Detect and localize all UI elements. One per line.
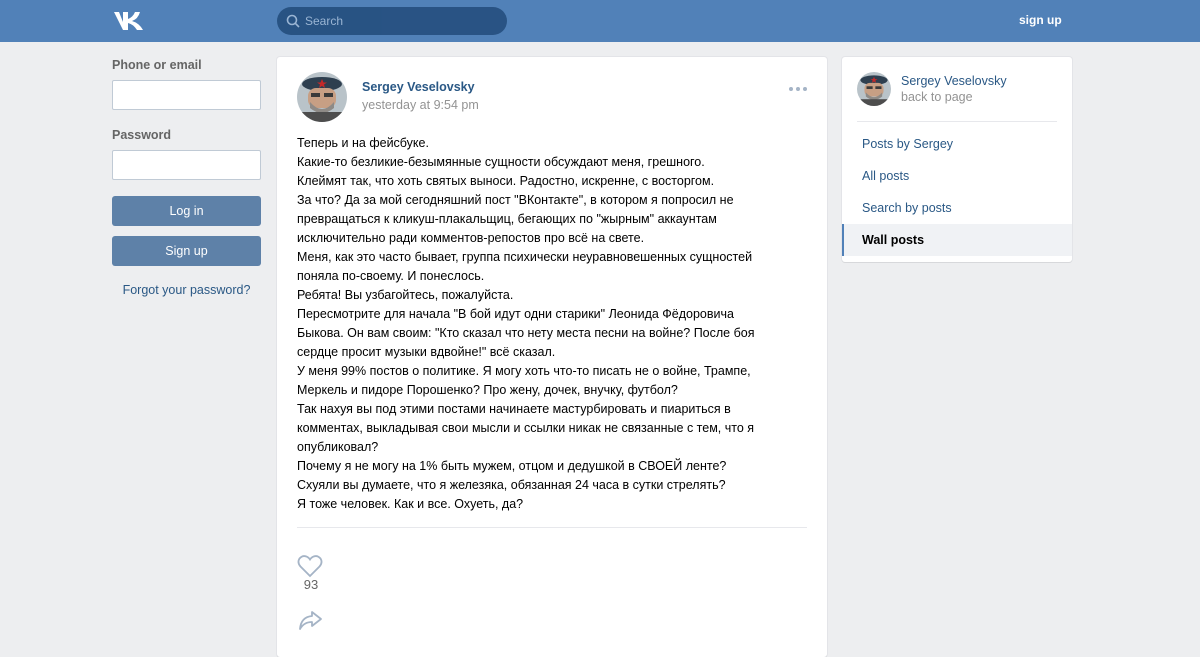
vk-logo-icon[interactable] xyxy=(112,9,146,31)
login-button[interactable]: Log in xyxy=(112,196,261,226)
post-line: Меркель и пидоре Порошенко? Про жену, дочек, внучку, футбол? xyxy=(297,383,678,397)
signup-button[interactable]: Sign up xyxy=(112,236,261,266)
like-count: 93 xyxy=(303,577,319,592)
sidebar-item-search-by-posts[interactable]: Search by posts xyxy=(862,201,952,215)
avatar[interactable] xyxy=(857,72,891,106)
post-line: опубликовал? xyxy=(297,440,379,454)
sidebar-divider xyxy=(857,121,1057,122)
password-input[interactable] xyxy=(112,150,261,180)
share-icon[interactable] xyxy=(297,609,323,631)
author-name[interactable]: Sergey Veselovsky xyxy=(362,80,475,94)
post-divider xyxy=(297,527,807,528)
search-input[interactable] xyxy=(305,7,501,35)
post-line: Клеймят так, что хоть святых выноси. Радостно, искренне, с восторгом. xyxy=(297,174,715,188)
post-line: сердце просит музыки вдвойне!" всё сказал. xyxy=(297,345,556,359)
post-line: Ребята! Вы узбагойтесь, пожалуйста. xyxy=(297,288,514,302)
sidebar-name[interactable]: Sergey Veselovsky xyxy=(901,74,1007,88)
post-line: Теперь и на фейсбуке. xyxy=(297,136,429,150)
sidebar xyxy=(842,57,1072,262)
post-line: Так нахуя вы под этими постами начинаете мастурбировать и пиариться в xyxy=(297,402,731,416)
post-line: комментах, выкладывая свои мысли и ссылки никак не связанные с тем, что я xyxy=(297,421,755,435)
password-label: Password xyxy=(112,128,172,142)
post-line: У меня 99% постов о политике. Я могу хоть что-то писать не о войне, Трампе, xyxy=(297,364,751,378)
post-line: поняла по-своему. И понеслось. xyxy=(297,269,485,283)
post-line: За что? Да за мой сегодняшний пост "ВКонтакте", в котором я попросил не xyxy=(297,193,734,207)
search-box[interactable] xyxy=(277,7,507,35)
post-line: превращаться к кликуш-плакальщиц, бегающих по "жырным" аккаунтам xyxy=(297,212,717,226)
post-line: Я тоже человек. Как и все. Охуеть, да? xyxy=(297,497,524,511)
post-line: исключительно ради комментов-репостов про всё на свете. xyxy=(297,231,645,245)
signup-link[interactable]: sign up xyxy=(1019,13,1062,27)
sidebar-item-posts-by-sergey[interactable]: Posts by Sergey xyxy=(862,137,954,151)
search-icon xyxy=(286,14,300,28)
post-date[interactable]: yesterday at 9:54 pm xyxy=(362,98,479,112)
post-text xyxy=(297,134,797,514)
post-line: Какие-то безликие-безымянные сущности обсуждают меня, грешного. xyxy=(297,155,705,169)
heart-icon[interactable] xyxy=(297,554,323,578)
more-icon[interactable] xyxy=(787,85,809,93)
post-line: Меня, как это часто бывает, группа психически неуравновешенных сущностей xyxy=(297,250,753,264)
post-line: Быкова. Он вам своим: "Кто сказал что нету места песни на войне? После боя xyxy=(297,326,755,340)
sidebar-item-all-posts[interactable]: All posts xyxy=(862,169,910,183)
login-form xyxy=(112,58,261,297)
top-bar xyxy=(0,0,1200,42)
wall-post xyxy=(277,57,827,657)
back-to-page-link[interactable]: back to page xyxy=(901,90,973,104)
phone-input[interactable] xyxy=(112,80,261,110)
forgot-password-link[interactable]: Forgot your password? xyxy=(122,283,251,297)
author-avatar[interactable] xyxy=(297,72,347,122)
phone-label: Phone or email xyxy=(112,58,202,72)
sidebar-item-wall-posts[interactable]: Wall posts xyxy=(842,224,1072,256)
post-line: Схуяли вы думаете, что я железяка, обязанная 24 часа в сутки стрелять? xyxy=(297,478,726,492)
post-line: Пересмотрите для начала "В бой идут одни старики" Леонида Фёдоровича xyxy=(297,307,734,321)
sidebar-menu xyxy=(842,128,1072,256)
post-line: Почему я не могу на 1% быть мужем, отцом и дедушкой в СВОЕЙ ленте? xyxy=(297,459,727,473)
